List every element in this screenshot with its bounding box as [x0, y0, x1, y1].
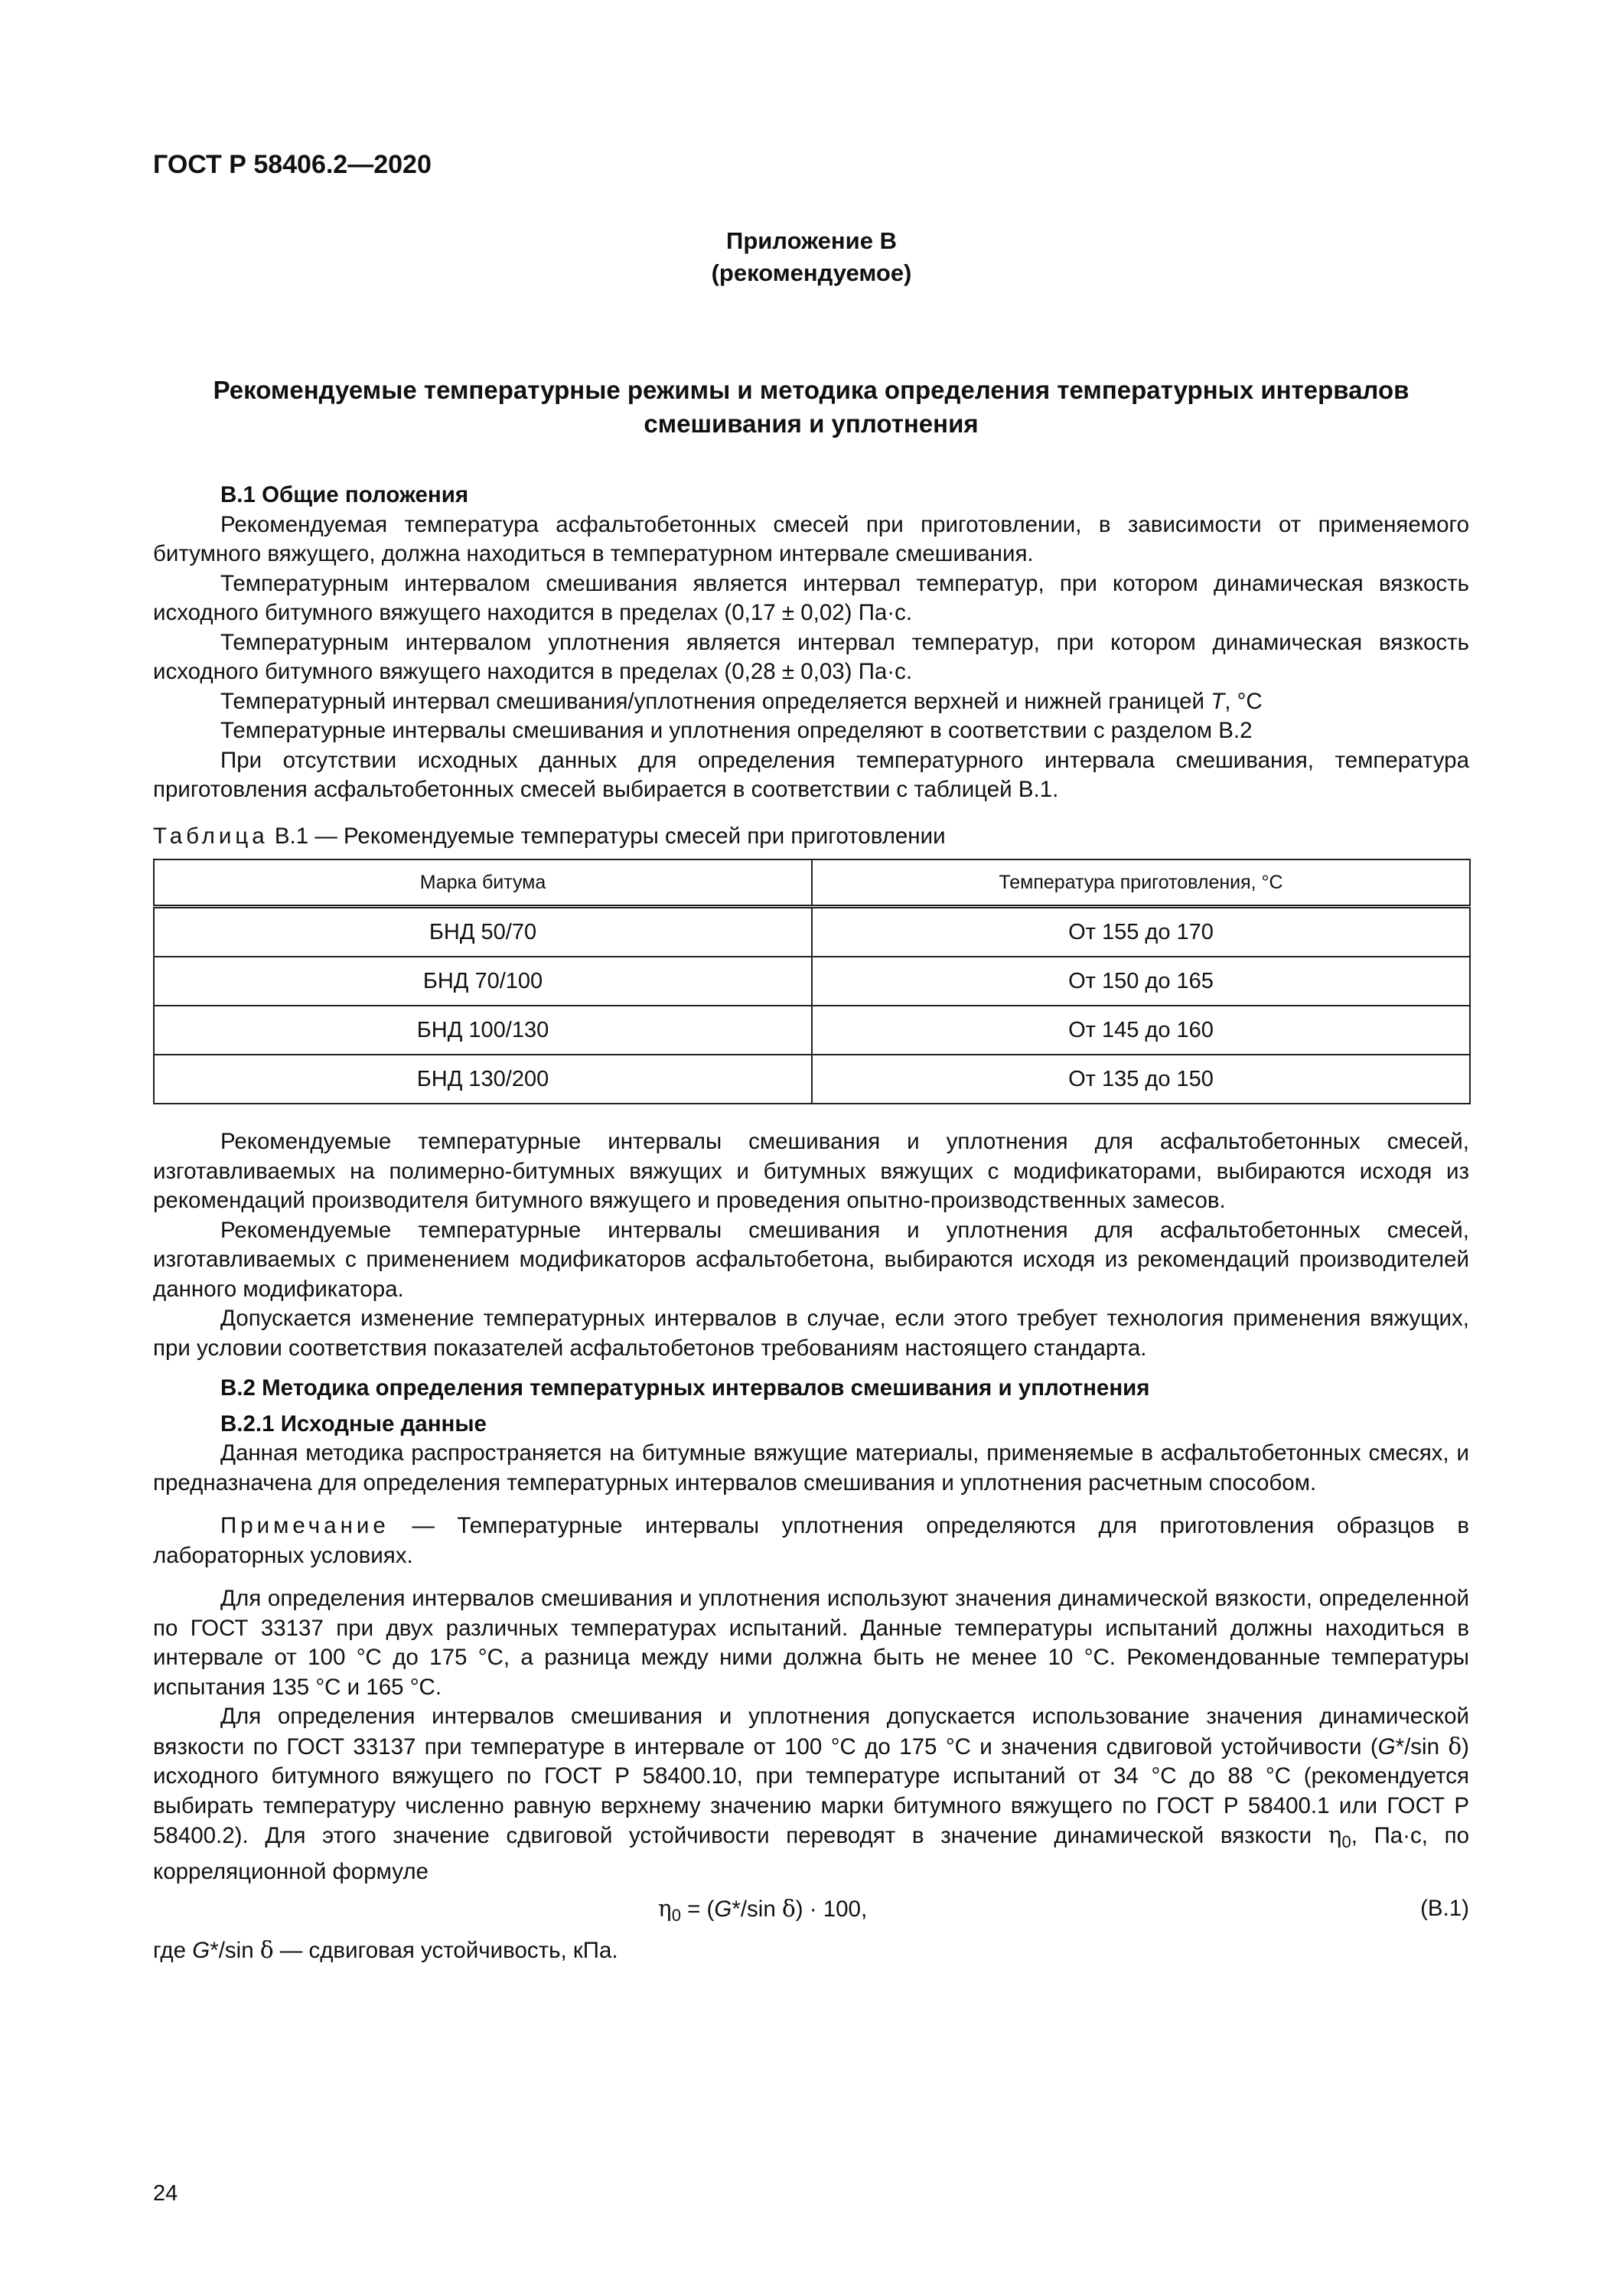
- annex-heading: [0, 225, 1623, 289]
- formula-b1: [153, 1894, 1469, 1931]
- paragraph: Температурные интервалы смешивания и уплотнения определяют в соответствии с разделом В.2: [220, 718, 1253, 743]
- page-number: 24: [153, 2181, 178, 2206]
- paragraph: При отсутствии исходных данных для определения температурного интервала смешивания, температура приготовления асфальтобетонных смесей выбирается в соответствии с таблицей В.1.: [153, 747, 1469, 802]
- table-row: [154, 1055, 1470, 1104]
- table-cell: От 155 до 170: [812, 907, 1470, 957]
- formula-expression: $\eta_0 = (G*/\sin$ δ) · 100,: [658, 1896, 868, 1925]
- table-cell: БНД 130/200: [154, 1055, 812, 1104]
- paragraph: Температурным интервалом смешивания является интервал температур, при котором динамическая вязкость исходного битумного вяжущего находится в пределах (0,17 ± 0,02) Па·с.: [153, 570, 1469, 625]
- table-header-cell: Температура приготовления, °С: [812, 859, 1470, 907]
- table-cell: БНД 50/70: [154, 907, 812, 957]
- paragraph: Рекомендуемая температура асфальтобетонных смесей при приготовлении, в зависимости от применяемого битумного вяжущего, должна находиться в температурном интервале смешивания.: [153, 511, 1469, 566]
- symbol-t: T: [1211, 688, 1225, 714]
- note: Примечание — Температурные интервалы уплотнения определяются для приготовления образцов в лабораторных условиях.: [153, 1513, 1469, 1568]
- table-cell: От 135 до 150: [812, 1055, 1470, 1104]
- paragraph: Температурным интервалом уплотнения является интервал температур, при котором динамическая вязкость исходного битумного вяжущего находится в пределах (0,28 ± 0,03) Па·с.: [153, 629, 1469, 684]
- formula-number: (В.1): [1420, 1896, 1469, 1921]
- paragraph: Рекомендуемые температурные интервалы смешивания и уплотнения для асфальтобетонных смесей, изготавливаемых на полимерно-битумных вяжущих и битумных вяжущих с модификаторами, выбираются исходя из рекомендаций производителя битумного вяжущего и проведения опытно-производственных замесов.: [153, 1129, 1469, 1213]
- paragraph: Температурный интервал смешивания/уплотнения определяется верхней и нижней границей T, °С: [220, 688, 1263, 714]
- table-cell: От 145 до 160: [812, 1006, 1470, 1055]
- document-body: [153, 481, 1469, 1966]
- table-header-row: [154, 859, 1470, 907]
- table-row: [154, 957, 1470, 1006]
- section-heading-b1: В.1 Общие положения: [220, 482, 469, 507]
- section-heading-b2: В.2 Методика определения температурных интервалов смешивания и уплотнения: [220, 1375, 1150, 1401]
- table-row: [154, 907, 1470, 957]
- annex-title-line-2: смешивания и уплотнения: [644, 409, 979, 438]
- formula-legend: где G*/sin δ — сдвиговая устойчивость, кПа.: [153, 1937, 618, 1963]
- table-cell: БНД 70/100: [154, 957, 812, 1006]
- table-cell: БНД 100/130: [154, 1006, 812, 1055]
- paragraph: Допускается изменение температурных интервалов в случае, если этого требует технология применения вяжущих, при условии соответствия показателей асфальтобетонов требованиям настоящего стандарта.: [153, 1306, 1469, 1361]
- table-header-cell: Марка битума: [154, 859, 812, 907]
- subsection-heading-b21: В.2.1 Исходные данные: [220, 1411, 487, 1437]
- annex-status: (рекомендуемое): [711, 259, 912, 286]
- annex-label: Приложение В: [726, 227, 897, 254]
- table-row: [154, 1006, 1470, 1055]
- temperature-table: [153, 859, 1471, 1104]
- annex-title-line-1: Рекомендуемые температурные режимы и методика определения температурных интервалов: [213, 376, 1410, 404]
- annex-title: [153, 373, 1469, 441]
- table-cell: От 150 до 165: [812, 957, 1470, 1006]
- paragraph: Для определения интервалов смешивания и уплотнения допускается использование значения динамической вязкости по ГОСТ 33137 при температуре в интервале от 100 °С до 175 °С и значения сдвиговой устойчивости (G*/sin δ) исходного битумного вяжущего по ГОСТ Р 58400.10, при температуре испытаний от 34 °С до 88 °С (рекомендуется выбирать температуру численно равную верхнему значению марки битумного вяжущего по ГОСТ Р 58400.1 или ГОСТ Р 58400.2). Для этого значение сдвиговой устойчивости переводят в значение динамической вязкости $\eta_0$, Па·с, по корреляционной формуле: [153, 1704, 1469, 1884]
- table-caption: Таблица В.1 — Рекомендуемые температуры смесей при приготовлении: [153, 823, 946, 849]
- paragraph: Для определения интервалов смешивания и уплотнения используют значения динамической вязкости, определенной по ГОСТ 33137 при двух различных температурах испытаний. Данные температуры испытаний должны находиться в интервале от 100 °С до 175 °С, а разница между ними должна быть не менее 10 °С. Рекомендованные температуры испытания 135 °С и 165 °С.: [153, 1586, 1469, 1700]
- paragraph: Рекомендуемые температурные интервалы смешивания и уплотнения для асфальтобетонных смесей, изготавливаемых с применением модификаторов асфальтобетона, выбираются исходя из рекомендаций производителей данного модификатора.: [153, 1217, 1469, 1302]
- paragraph: Данная методика распространяется на битумные вяжущие материалы, применяемые в асфальтобетонных смесях, и предназначена для определения температурных интервалов смешивания и уплотнения расчетным способом.: [153, 1440, 1469, 1495]
- document-code: ГОСТ Р 58406.2—2020: [153, 150, 432, 179]
